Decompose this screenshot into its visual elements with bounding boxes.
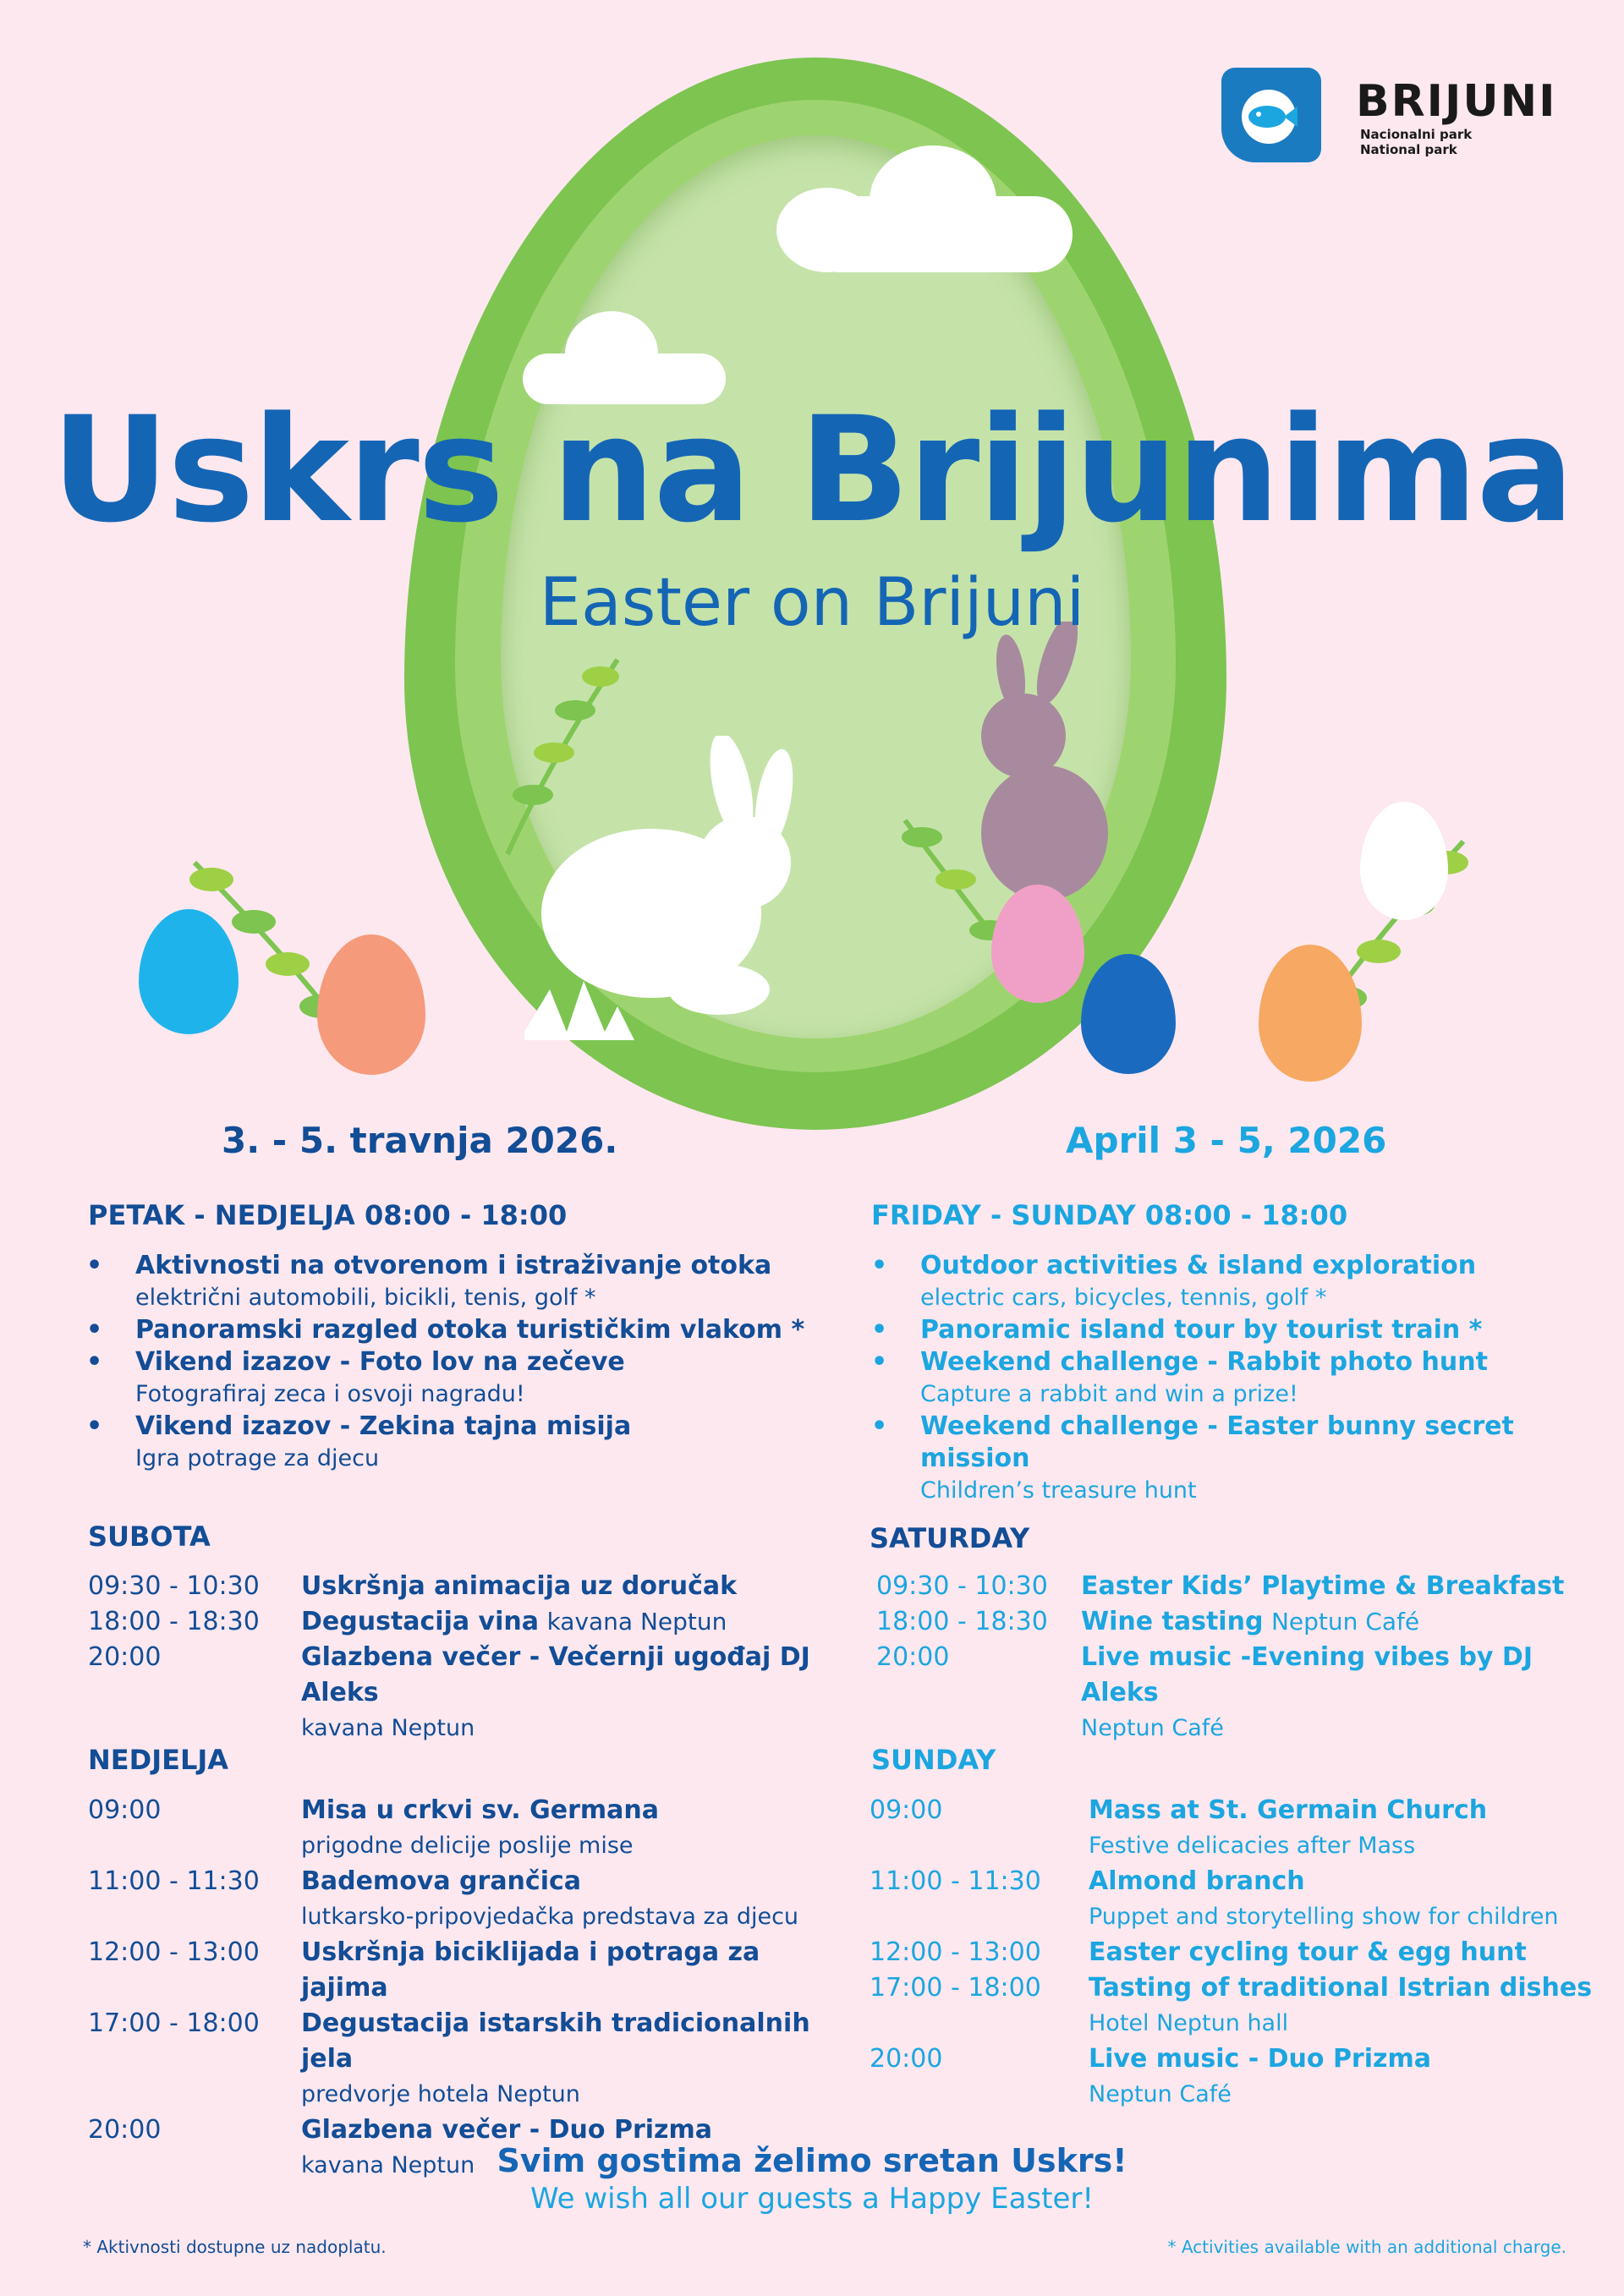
logo-subtitle: [1360, 127, 1472, 157]
event-time: 09:30 - 10:30: [88, 1571, 260, 1601]
activity-sub: električni automobili, bicikli, tenis, golf *: [135, 1285, 596, 1311]
saturday-schedule-hr: [88, 1569, 849, 1746]
event-time: 20:00: [88, 1642, 162, 1672]
event-title: Wine tasting: [1081, 1607, 1264, 1636]
activity-sub: electric cars, bicycles, tennis, golf *: [920, 1285, 1327, 1311]
event-time: 11:00 - 11:30: [88, 1866, 260, 1896]
event-title: Degustacija istarskih tradicionalnih jela: [301, 2008, 810, 2074]
table-row: [870, 1935, 1614, 1970]
event-time: 20:00: [88, 2115, 162, 2145]
list-item: [871, 1411, 1599, 1507]
cloud-icon: [776, 137, 1081, 323]
table-row: [88, 1569, 849, 1604]
bullet-icon: •: [871, 1251, 888, 1280]
event-sub: Festive delicacies after Mass: [1089, 1833, 1416, 1859]
event-title: Tasting of traditional Istrian dishes: [1089, 1973, 1593, 2003]
easter-egg-icon: [1081, 954, 1176, 1074]
event-title: Easter cycling tour & egg hunt: [1089, 1937, 1527, 1967]
logo-sub-en: National park: [1360, 142, 1457, 157]
event-time: 09:00: [88, 1795, 162, 1825]
event-title: Uskršnja animacija uz doručak: [301, 1571, 738, 1601]
activity-title: Outdoor activities & island exploration: [920, 1251, 1477, 1280]
sunday-heading-hr: NEDJELJA: [88, 1744, 229, 1776]
table-row: [88, 1711, 849, 1746]
table-row: [88, 1640, 849, 1711]
event-location: kavana Neptun: [546, 1608, 727, 1636]
easter-egg-icon: [1360, 802, 1448, 920]
logo-sub-hr: Nacionalni park: [1360, 127, 1473, 142]
list-item: [871, 1314, 1599, 1346]
sunday-schedule-hr: [88, 1793, 849, 2184]
activities-list-en: [871, 1250, 1599, 1507]
table-row: [870, 1970, 1614, 2006]
bullet-icon: •: [86, 1251, 103, 1280]
activity-title: Aktivnosti na otvorenom i istraživanje otoka: [135, 1251, 772, 1280]
saturday-heading-en: SATURDAY: [870, 1522, 1030, 1554]
bullet-icon: •: [86, 1315, 103, 1345]
table-row: [876, 1604, 1604, 1640]
event-sub: prigodne delicije poslije mise: [301, 1833, 634, 1859]
event-sub: Neptun Café: [1089, 2081, 1232, 2107]
list-item: [871, 1346, 1599, 1411]
table-row: [876, 1711, 1604, 1746]
saturday-heading-hr: SUBOTA: [88, 1521, 211, 1553]
activity-title: Panoramski razgled otoka turističkim vlakom *: [135, 1315, 805, 1345]
event-time: 12:00 - 13:00: [88, 1937, 260, 1967]
logo-name: BRIJUNI: [1356, 76, 1557, 127]
saturday-schedule-en: [876, 1569, 1604, 1746]
list-item: [86, 1346, 814, 1411]
days-hours-en: FRIDAY - SUNDAY 08:00 - 18:00: [871, 1199, 1348, 1231]
event-time: 20:00: [876, 1642, 950, 1672]
table-row: [88, 1793, 849, 1828]
event-location: Neptun Café: [1081, 1715, 1224, 1741]
list-item: [86, 1314, 814, 1346]
table-row: [870, 1828, 1614, 1864]
event-sub: Hotel Neptun hall: [1089, 2010, 1289, 2036]
bullet-icon: •: [86, 1347, 103, 1377]
event-title: Almond branch: [1089, 1866, 1305, 1896]
table-row: [88, 1604, 849, 1640]
activity-sub: Fotografiraj zeca i osvoji nagradu!: [135, 1381, 525, 1407]
event-title: Mass at St. Germain Church: [1089, 1795, 1488, 1825]
event-time: 12:00 - 13:00: [870, 1937, 1041, 1967]
event-title: Easter Kids’ Playtime & Breakfast: [1081, 1571, 1565, 1601]
activity-sub: Capture a rabbit and win a prize!: [920, 1381, 1298, 1407]
event-title: Live music - Duo Prizma: [1089, 2044, 1431, 2074]
activity-title: Panoramic island tour by tourist train *: [920, 1315, 1483, 1345]
table-row: [870, 2006, 1614, 2041]
event-title: Glazbena večer - Duo Prizma: [301, 2115, 712, 2145]
table-row: [88, 1899, 849, 1935]
page-subtitle: Easter on Brijuni: [539, 565, 1085, 641]
leaf-branch-icon: [474, 643, 643, 863]
list-item: [86, 1250, 814, 1314]
event-location: Neptun Café: [1270, 1608, 1420, 1636]
activity-title: Weekend challenge - Rabbit photo hunt: [920, 1347, 1488, 1377]
list-item: [86, 1411, 814, 1475]
event-time: 17:00 - 18:00: [88, 2008, 260, 2038]
event-sub: predvorje hotela Neptun: [301, 2081, 580, 2107]
page-title: Uskrs na Brijunima: [51, 385, 1573, 555]
table-row: [88, 2077, 849, 2112]
event-sub: lutkarsko-pripovjedačka predstava za djecu: [301, 1904, 799, 1930]
event-title: Misa u crkvi sv. Germana: [301, 1795, 659, 1825]
activity-title: Vikend izazov - Foto lov na zečeve: [135, 1347, 625, 1377]
table-row: [870, 1864, 1614, 1899]
date-hr: 3. - 5. travnja 2026.: [222, 1120, 618, 1161]
table-row: [88, 1935, 849, 2006]
table-row: [88, 1828, 849, 1864]
activity-sub: Igra potrage za djecu: [135, 1445, 380, 1471]
bullet-icon: •: [871, 1347, 888, 1377]
event-sub: kavana Neptun: [301, 2152, 475, 2178]
list-item: [871, 1250, 1599, 1314]
event-time: 18:00 - 18:30: [88, 1607, 260, 1636]
event-title: Uskršnja biciklijada i potraga za jajima: [301, 1937, 760, 2003]
bullet-icon: •: [871, 1315, 888, 1345]
date-en: April 3 - 5, 2026: [1066, 1120, 1387, 1161]
closing-message-hr: Svim gostima želimo sretan Uskrs!: [497, 2142, 1127, 2179]
table-row: [876, 1569, 1604, 1604]
event-time: 18:00 - 18:30: [876, 1607, 1048, 1636]
table-row: [876, 1640, 1604, 1711]
sunday-heading-en: SUNDAY: [871, 1744, 996, 1776]
closing-message-en: We wish all our guests a Happy Easter!: [530, 2182, 1094, 2216]
table-row: [870, 2077, 1614, 2112]
event-time: 09:00: [870, 1795, 943, 1825]
days-hours-hr: PETAK - NEDJELJA 08:00 - 18:00: [88, 1199, 568, 1231]
event-title: Bademova grančica: [301, 1866, 582, 1896]
activity-title: Weekend challenge - Easter bunny secret mission: [920, 1411, 1514, 1473]
event-time: 11:00 - 11:30: [870, 1866, 1041, 1896]
activity-title: Vikend izazov - Zekina tajna misija: [135, 1411, 632, 1441]
activities-list-hr: [86, 1250, 814, 1475]
footnote-en: * Activities available with an additional charge.: [1167, 2237, 1566, 2257]
fish-logo-icon: [1221, 68, 1321, 162]
table-row: [870, 2041, 1614, 2077]
table-row: [870, 1899, 1614, 1935]
table-row: [870, 1793, 1614, 1828]
bullet-icon: •: [871, 1411, 888, 1441]
sunday-schedule-en: [870, 1793, 1614, 2112]
event-location: kavana Neptun: [301, 1715, 475, 1741]
event-title: Live music -Evening vibes by DJ Aleks: [1081, 1642, 1533, 1707]
table-row: [88, 1864, 849, 1899]
event-sub: Puppet and storytelling show for children: [1089, 1904, 1559, 1930]
event-time: 09:30 - 10:30: [876, 1571, 1048, 1601]
event-time: 17:00 - 18:00: [870, 1973, 1041, 2003]
brijuni-logo: [1221, 68, 1321, 162]
activity-sub: Children’s treasure hunt: [920, 1477, 1197, 1504]
event-time: 20:00: [870, 2044, 943, 2074]
event-title: Degustacija vina: [301, 1607, 540, 1636]
event-title: Glazbena večer - Večernji ugođaj DJ Aleks: [301, 1642, 810, 1707]
bullet-icon: •: [86, 1411, 103, 1441]
table-row: [88, 2006, 849, 2077]
footnote-hr: * Aktivnosti dostupne uz nadoplatu.: [83, 2237, 387, 2257]
